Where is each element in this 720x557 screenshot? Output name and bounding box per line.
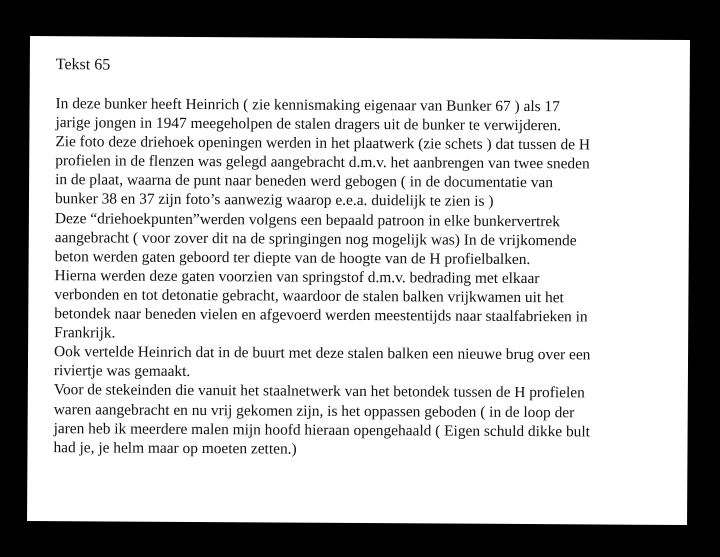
- text-line: Deze “driehoekpunten”werden volgens een bepaald patroon in elke bunkervertrek: [54, 209, 561, 230]
- text-line: verbonden en tot detonatie gebracht, waardoor de stalen balken vrijkwamen uit het: [54, 286, 564, 307]
- text-line: waren aangebracht en nu vrij gekomen zijn, is het oppassen geboden ( in de loop der: [53, 400, 575, 421]
- text-line: profielen in de flenzen was gelegd aangebracht d.m.v. het aanbrengen van twee sneden: [55, 152, 590, 173]
- text-line: Voor de stekeinden die vanuit het staalnetwerk van het betondek tussen de H profielen: [53, 381, 585, 402]
- text-line: bunker 38 en 37 zijn foto’s aanwezig waarop e.e.a. duidelijk te zien is ): [54, 190, 494, 211]
- text-line: In deze bunker heeft Heinrich ( zie kennismaking eigenaar van Bunker 67 ) als 17: [55, 95, 560, 116]
- text-line: beton werden gaten geboord ter diepte van de hoogte van de H profielbalken.: [54, 247, 531, 268]
- text-line: betondek naar beneden vielen en afgevoerd werden meestentijds naar staalfabrieken in: [54, 305, 588, 326]
- text-line: Zie foto deze driehoek openingen werden in het plaatwerk (zie schets ) dat tussen de H: [55, 133, 591, 154]
- text-line: aangebracht ( voor zover dit na de springingen nog mogelijk was) In de vrijkomende: [54, 228, 577, 249]
- text-line: Frankrijk.: [54, 324, 116, 342]
- text-line: in de plaat, waarna de punt naar beneden werd gebogen ( in de documentatie van: [55, 171, 554, 192]
- text-line: Hierna werden deze gaten voorzien van springstof d.m.v. bedrading met elkaar: [54, 266, 540, 287]
- text-line: riviertje was gemaakt.: [53, 362, 191, 381]
- document-body: [53, 94, 685, 461]
- text-line: Ook vertelde Heinrich dat in de buurt met deze stalen balken een nieuwe brug over een: [54, 343, 591, 364]
- document-page: [27, 36, 690, 525]
- text-line: jaren heb ik meerdere malen mijn hoofd hieraan opengehaald ( Eigen schuld dikke bult: [53, 419, 590, 441]
- document-title: Tekst 65: [55, 56, 111, 74]
- text-line: had je, je helm maar op moeten zetten.): [53, 438, 297, 458]
- text-line: jarige jongen in 1947 meegeholpen de stalen dragers uit de bunker te verwijderen.: [55, 114, 562, 135]
